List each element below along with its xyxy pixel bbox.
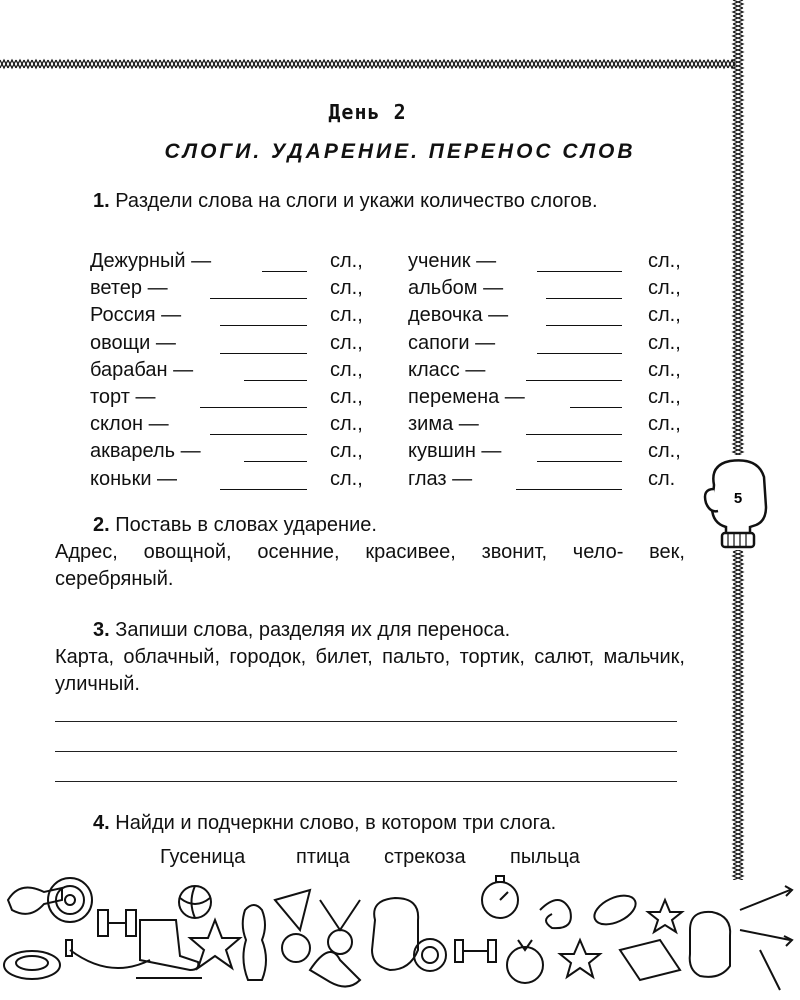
task1-number: 1.: [93, 190, 110, 212]
syllable-count-blank[interactable]: [537, 461, 622, 462]
task1-word-left: ветер —: [90, 277, 168, 300]
task1-suffix: сл.,: [648, 358, 681, 381]
answer-line-1[interactable]: [55, 721, 677, 722]
task1-row: [90, 332, 690, 359]
syllable-count-blank[interactable]: [526, 434, 622, 435]
task1-suffix: сл.,: [330, 386, 363, 408]
task1-suffix: сл.,: [330, 304, 363, 327]
task1-row: [90, 468, 690, 495]
chain-border-top: [0, 58, 735, 70]
syllable-count-blank[interactable]: [220, 325, 307, 326]
task1-word-right: ученик —: [408, 250, 497, 272]
task4-word[interactable]: Гусеница: [160, 846, 246, 868]
task1-suffix: сл.,: [330, 277, 363, 300]
task1-word-right: зима —: [408, 413, 479, 436]
answer-line-3[interactable]: [55, 781, 677, 782]
sports-equipment-border-icon: [0, 870, 800, 1000]
page-number: 5: [733, 490, 743, 507]
task1-text: Раздели слова на слоги и укажи количество слогов.: [109, 190, 598, 212]
task1-suffix: сл.,: [330, 331, 363, 354]
task1-suffix: сл.,: [648, 440, 681, 463]
task4-text: Найди и подчеркни слово, в котором три слога.: [109, 812, 557, 834]
syllable-count-blank[interactable]: [244, 461, 307, 462]
syllable-count-blank[interactable]: [210, 298, 307, 299]
syllable-count-blank[interactable]: [220, 489, 307, 490]
topic-title: СЛОГИ. УДАРЕНИЕ. ПЕРЕНОС СЛОВ: [164, 140, 636, 163]
task1-word-right: сапоги —: [408, 331, 496, 354]
syllable-count-blank[interactable]: [546, 298, 622, 299]
task4-word[interactable]: пыльца: [510, 846, 580, 868]
task1-row: [90, 440, 690, 467]
task1-word-left: склон —: [90, 413, 169, 436]
syllable-count-blank[interactable]: [200, 407, 307, 408]
task1-suffix: сл.,: [648, 304, 681, 327]
task1-suffix: сл.,: [330, 358, 363, 381]
task1-suffix: сл.,: [648, 331, 681, 354]
task4-instruction: [55, 810, 685, 837]
task1-word-left: акварель —: [90, 440, 201, 463]
task1-suffix: сл.,: [648, 277, 681, 300]
task1-word-left: Россия —: [90, 304, 182, 327]
syllable-count-blank[interactable]: [546, 325, 622, 326]
task2-words: Адрес, овощной, осенние, красивее, звонит, чело- век, серебряный.: [55, 541, 685, 590]
task1-row: [90, 277, 690, 304]
task3-text: Запиши слова, разделяя их для переноса.: [109, 619, 511, 641]
task1-row: [90, 250, 690, 277]
syllable-count-blank[interactable]: [526, 380, 622, 381]
task1-suffix: сл.,: [648, 386, 681, 408]
task4-word-row: [0, 846, 800, 873]
task1-suffix: сл.,: [330, 250, 363, 272]
syllable-count-blank[interactable]: [516, 489, 622, 490]
syllable-count-blank[interactable]: [210, 434, 307, 435]
task3-block: [55, 617, 685, 698]
task1-word-left: барабан —: [90, 358, 194, 381]
task4-word[interactable]: стрекоза: [384, 846, 466, 868]
task1-word-left: овощи —: [90, 331, 176, 354]
task1-word-left: коньки —: [90, 467, 178, 490]
syllable-count-blank[interactable]: [570, 407, 622, 408]
task1-word-right: класс —: [408, 358, 486, 381]
syllable-count-blank[interactable]: [537, 271, 622, 272]
task2-number: 2.: [93, 514, 110, 536]
syllable-count-blank[interactable]: [220, 353, 307, 354]
task2-block: [55, 512, 685, 593]
task1-row: [90, 386, 690, 413]
task1-word-right: кувшин —: [408, 440, 502, 463]
syllable-count-blank[interactable]: [537, 353, 622, 354]
task1-row: [90, 359, 690, 386]
task2-text: Поставь в словах ударение.: [109, 514, 377, 536]
task1-word-right: альбом —: [408, 277, 504, 300]
task4-word[interactable]: птица: [296, 846, 350, 868]
task1-word-left: Дежурный —: [90, 250, 212, 272]
answer-line-2[interactable]: [55, 751, 677, 752]
task1-suffix: сл.,: [648, 413, 681, 436]
task3-number: 3.: [93, 619, 110, 641]
task1-instruction: [55, 188, 685, 215]
task1-word-right: девочка —: [408, 304, 509, 327]
task1-row: [90, 304, 690, 331]
task1-word-left: торт —: [90, 386, 156, 408]
task4-number: 4.: [93, 812, 110, 834]
task1-suffix: сл.,: [330, 440, 363, 463]
syllable-count-blank[interactable]: [244, 380, 307, 381]
day-title: День 2: [328, 100, 407, 124]
syllable-count-blank[interactable]: [262, 271, 307, 272]
task1-word-right: перемена —: [408, 386, 525, 408]
task1-row: [90, 413, 690, 440]
task1-suffix: сл.,: [330, 467, 363, 490]
task3-words: Карта, облачный, городок, билет, пальто, тортик, салют, мальчик, уличный.: [55, 646, 685, 695]
mitten-icon: [700, 455, 780, 555]
task1-suffix: сл.,: [648, 250, 681, 272]
task1-suffix: сл.,: [330, 413, 363, 436]
task1-suffix: сл.: [648, 467, 676, 490]
task1-word-right: глаз —: [408, 467, 473, 490]
